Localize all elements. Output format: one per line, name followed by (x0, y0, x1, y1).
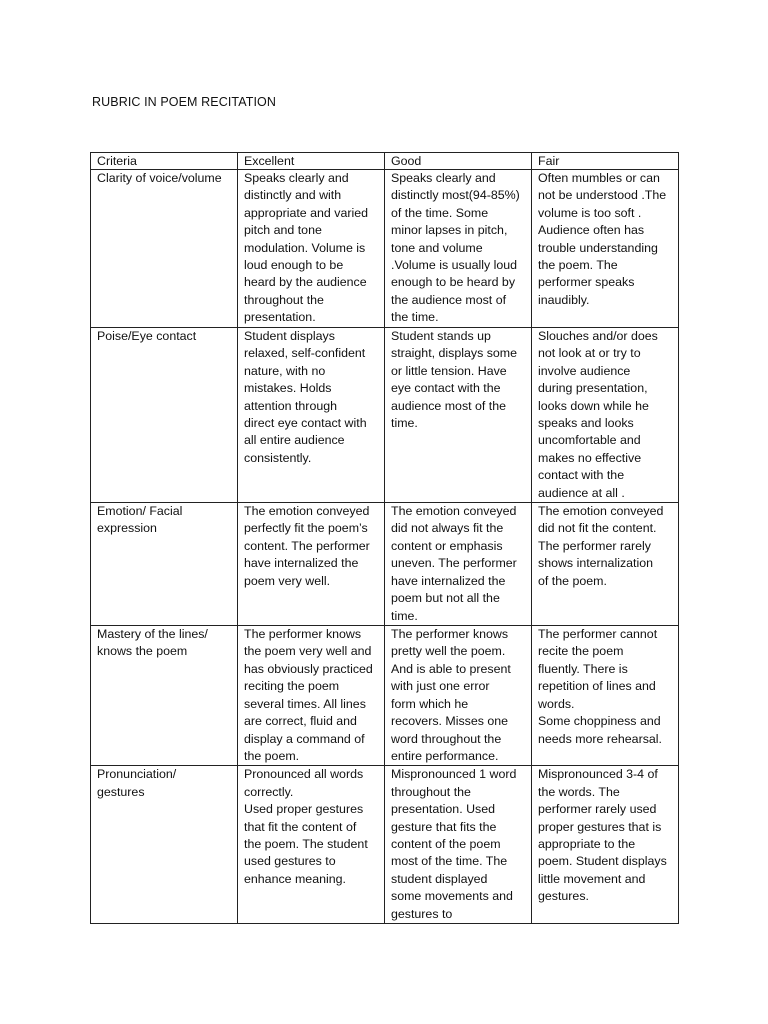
header-fair: Fair (532, 153, 679, 170)
good-cell: The performer knows pretty well the poem. And is able to present with just one error form which he recovers. Misses one word throughout the entire performance. (385, 626, 532, 766)
table-row (91, 766, 679, 924)
good-cell: Mispronounced 1 word throughout the presentation. Used gesture that fits the content of the poem most of the time. The student displayed some movements and gestures to (385, 766, 532, 924)
criteria-cell: Pronunciation/ gestures (91, 766, 238, 924)
fair-cell: Slouches and/or does not look at or try to involve audience during presentation, looks down while he speaks and looks uncomfortable and makes no effective contact with the audience at all . (532, 328, 679, 503)
fair-cell: Often mumbles or can not be understood .The volume is too soft . Audience often has trouble understanding the poem. The performer speaks inaudibly. (532, 170, 679, 328)
fair-cell: The performer cannot recite the poem fluently. There is repetition of lines and words. Some choppiness and needs more rehearsal. (532, 626, 679, 766)
rubric-table (90, 152, 679, 924)
criteria-cell: Mastery of the lines/ knows the poem (91, 626, 238, 766)
page-title: RUBRIC IN POEM RECITATION (92, 95, 276, 109)
table-row (91, 328, 679, 503)
criteria-cell: Poise/Eye contact (91, 328, 238, 503)
good-cell: Speaks clearly and distinctly most(94-85%) of the time. Some minor lapses in pitch, tone and volume .Volume is usually loud enough to be heard by the audience most of the time. (385, 170, 532, 328)
table-row (91, 626, 679, 766)
criteria-cell: Clarity of voice/volume (91, 170, 238, 328)
excellent-cell: Speaks clearly and distinctly and with appropriate and varied pitch and tone modulation. Volume is loud enough to be heard by the audience throughout the presentation. (238, 170, 385, 328)
excellent-cell: Pronounced all words correctly. Used proper gestures that fit the content of the poem. The student used gestures to enhance meaning. (238, 766, 385, 924)
table-header-row (91, 153, 679, 170)
header-good: Good (385, 153, 532, 170)
table-row (91, 170, 679, 328)
criteria-cell: Emotion/ Facial expression (91, 503, 238, 626)
excellent-cell: The performer knows the poem very well and has obviously practiced reciting the poem several times. All lines are correct, fluid and display a command of the poem. (238, 626, 385, 766)
good-cell: Student stands up straight, displays some or little tension. Have eye contact with the audience most of the time. (385, 328, 532, 503)
fair-cell: Mispronounced 3-4 of the words. The performer rarely used proper gestures that is appropriate to the poem. Student displays little movement and gestures. (532, 766, 679, 924)
good-cell: The emotion conveyed did not always fit the content or emphasis uneven. The performer have internalized the poem but not all the time. (385, 503, 532, 626)
table-row (91, 503, 679, 626)
excellent-cell: Student displays relaxed, self-confident nature, with no mistakes. Holds attention through direct eye contact with all entire audience consistently. (238, 328, 385, 503)
header-excellent: Excellent (238, 153, 385, 170)
excellent-cell: The emotion conveyed perfectly fit the poem’s content. The performer have internalized the poem very well. (238, 503, 385, 626)
header-criteria: Criteria (91, 153, 238, 170)
fair-cell: The emotion conveyed did not fit the content. The performer rarely shows internalization of the poem. (532, 503, 679, 626)
